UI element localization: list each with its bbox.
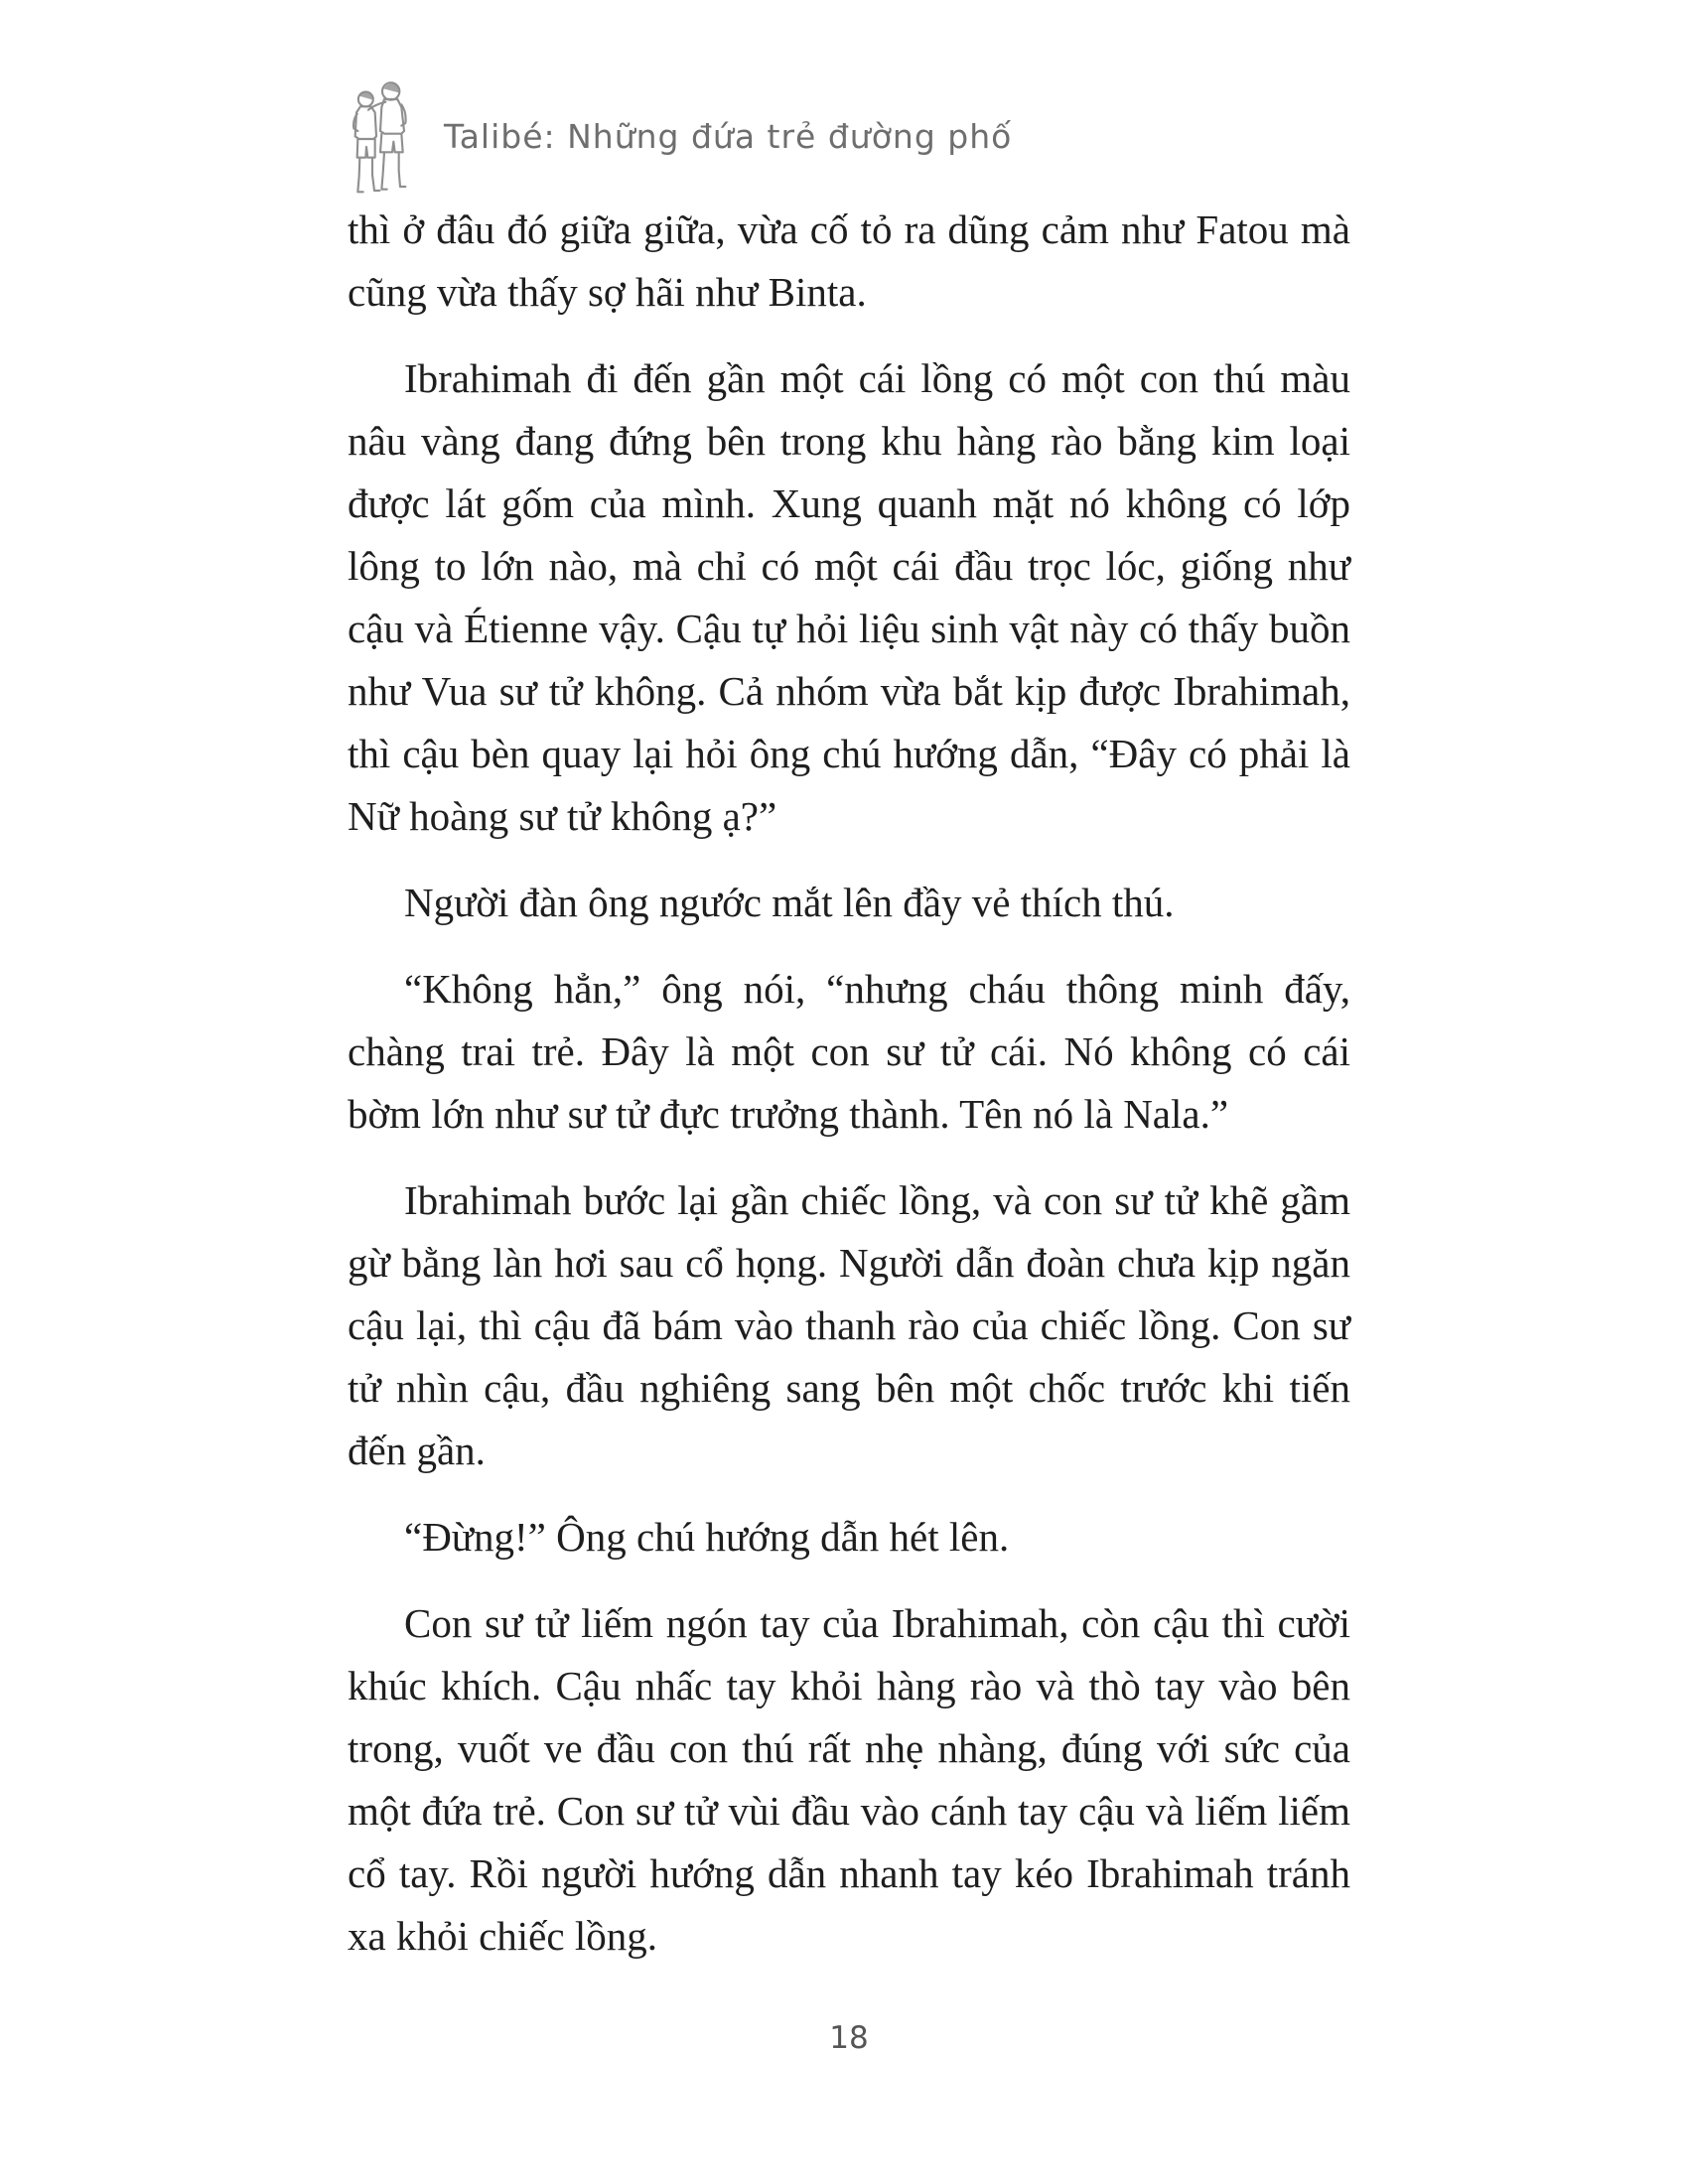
running-header: [341, 77, 1012, 201]
paragraph: “Không hẳn,” ông nói, “nhưng cháu thông minh đấy, chàng trai trẻ. Đây là một con sư tử cái. Nó không có cái bờm lớn như sư tử đực trưởng thành. Tên nó là Nala.”: [348, 966, 1350, 1137]
header-title: Talibé: Những đứa trẻ đường phố: [444, 116, 1013, 156]
body-paragraphs: [348, 199, 1350, 1991]
paragraph: “Đừng!” Ông chú hướng dẫn hét lên.: [404, 1514, 1010, 1560]
page-footer: [348, 2020, 1350, 2056]
paragraph: Người đàn ông ngước mắt lên đầy vẻ thích thú.: [404, 880, 1175, 925]
page-number: 18: [829, 2020, 869, 2056]
paragraph: Con sư tử liếm ngón tay của Ibrahimah, còn cậu thì cười khúc khích. Cậu nhấc tay khỏi hàng rào và thò tay vào bên trong, vuốt ve đầu con thú rất nhẹ nhàng, đúng với sức của một đứa trẻ. Con sư tử vùi đầu vào cánh tay cậu và liếm liếm cổ tay. Rồi người hướng dẫn nhanh tay kéo Ibrahimah tránh xa khỏi chiếc lồng.: [348, 1600, 1350, 1959]
paragraph: thì ở đâu đó giữa giữa, vừa cố tỏ ra dũng cảm như Fatou mà cũng vừa thấy sợ hãi như Binta.: [348, 206, 1350, 315]
paragraph: Ibrahimah đi đến gần một cái lồng có một con thú màu nâu vàng đang đứng bên trong khu hàng rào bằng kim loại được lát gốm của mình. Xung quanh mặt nó không có lớp lông to lớn nào, mà chỉ có một cái đầu trọc lóc, giống như cậu và Étienne vậy. Cậu tự hỏi liệu sinh vật này có thấy buồn như Vua sư tử không. Cả nhóm vừa bắt kịp được Ibrahimah, thì cậu bèn quay lại hỏi ông chú hướng dẫn, “Đây có phải là Nữ hoàng sư tử không ạ?”: [348, 355, 1350, 839]
children-walking-icon: [341, 77, 420, 201]
paragraph: Ibrahimah bước lại gần chiếc lồng, và con sư tử khẽ gầm gừ bằng làn hơi sau cổ họng. Người dẫn đoàn chưa kịp ngăn cậu lại, thì cậu đã bám vào thanh rào của chiếc lồng. Con sư tử nhìn cậu, đầu nghiêng sang bên một chốc trước khi tiến đến gần.: [348, 1177, 1350, 1473]
